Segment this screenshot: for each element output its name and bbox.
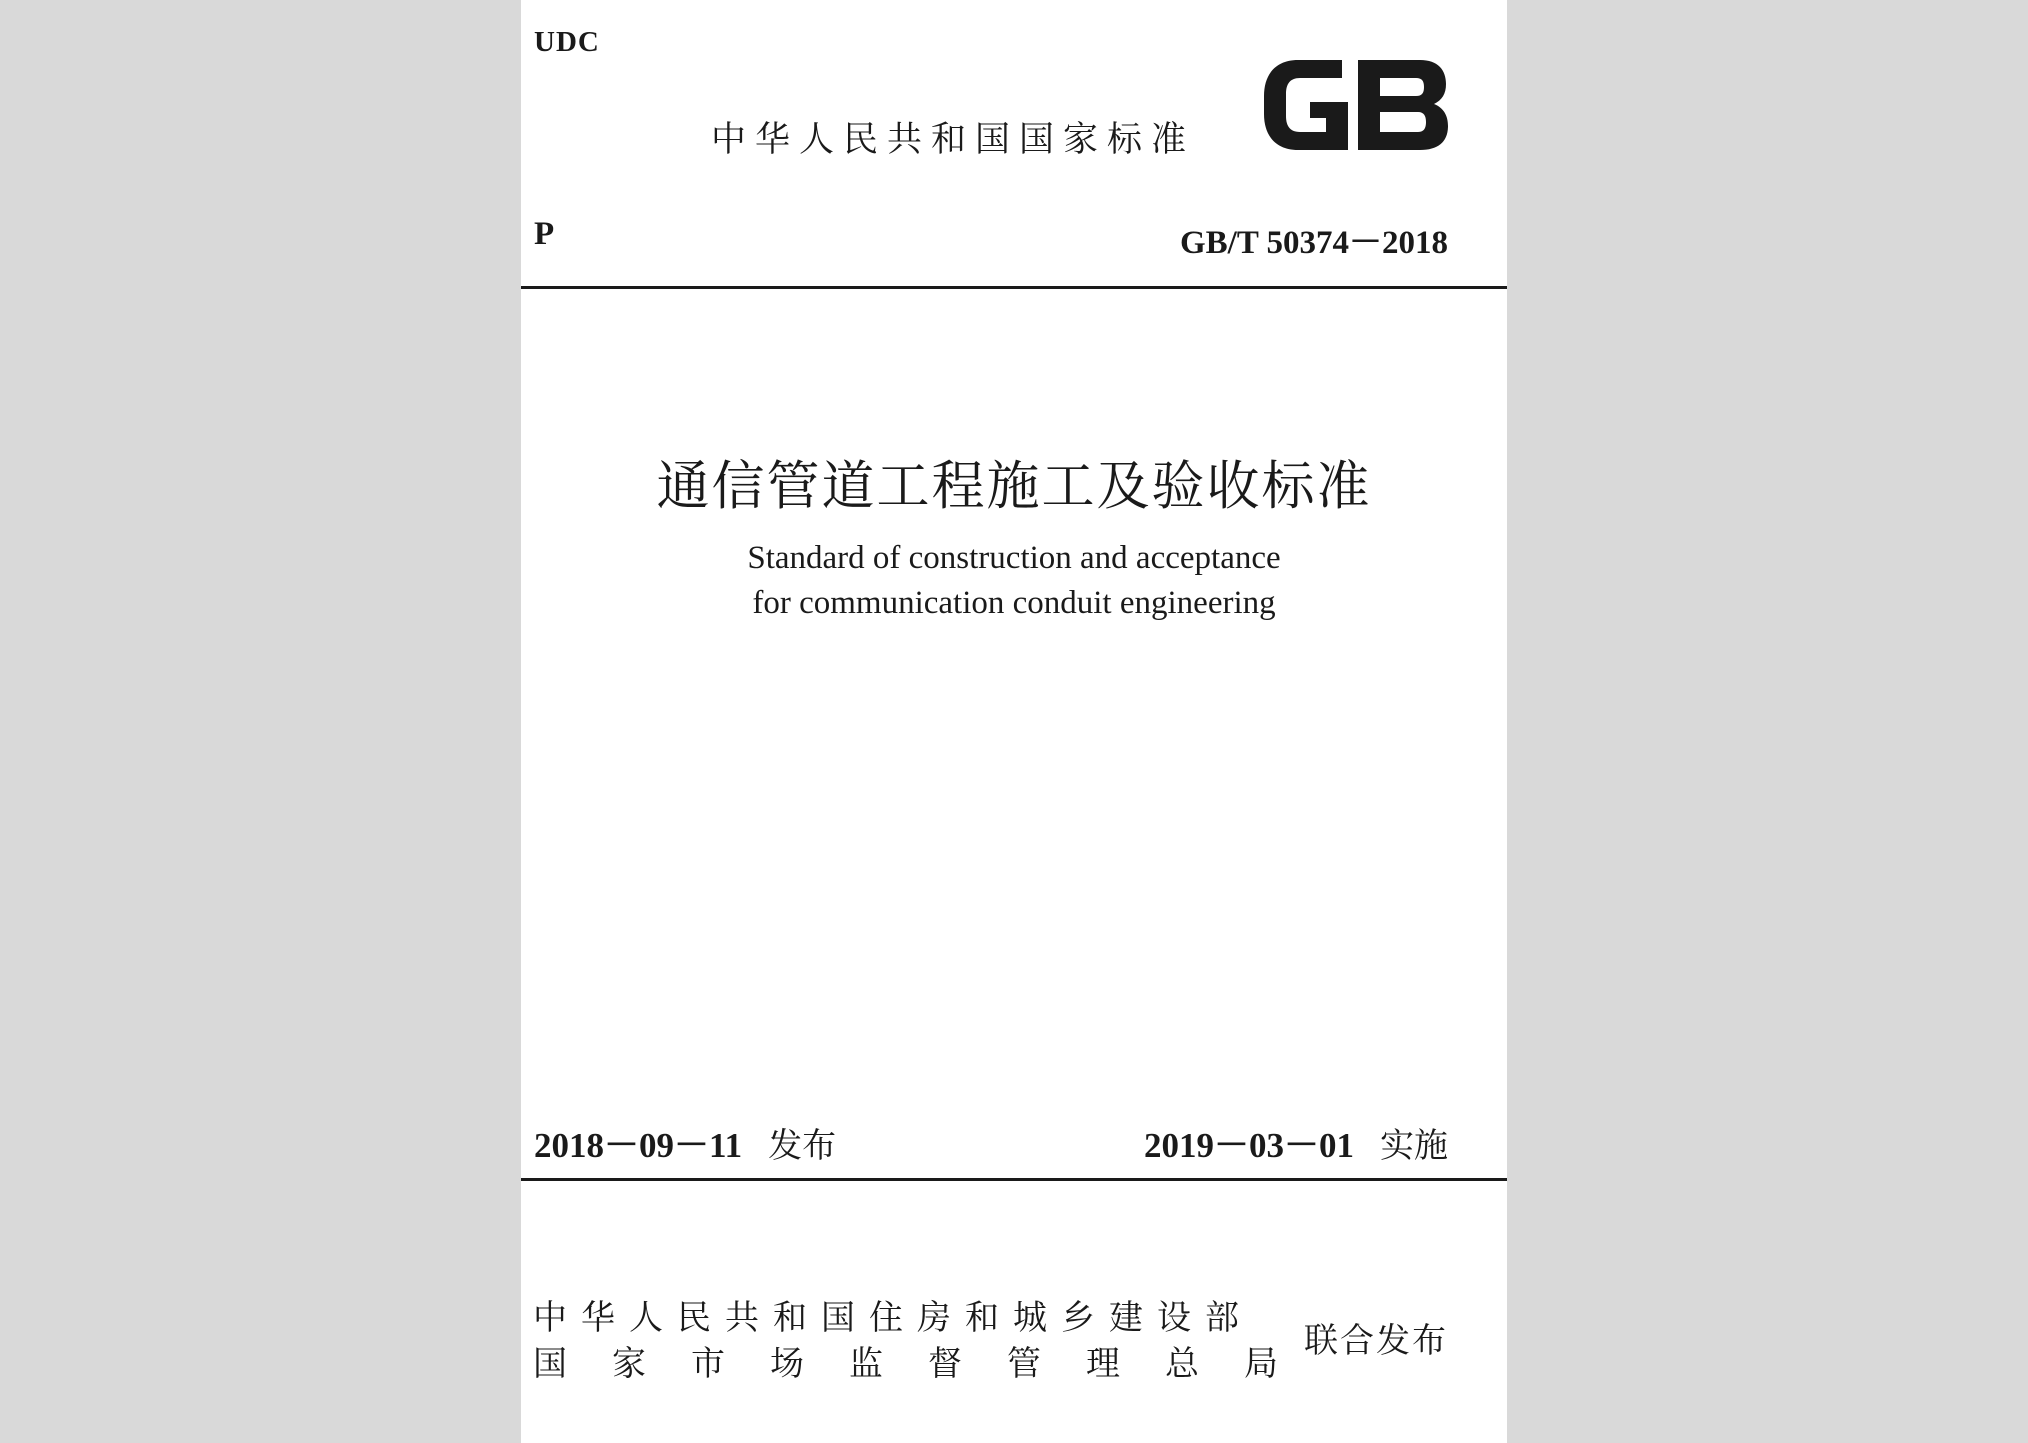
issue-label: 发布 bbox=[768, 1126, 837, 1166]
implementation-date-row bbox=[1144, 1118, 1448, 1168]
publisher-line2: 国家市场监督管理总局 bbox=[533, 1344, 1323, 1384]
joint-issue-label: 联合发布 bbox=[1304, 1321, 1448, 1361]
classification-code: P bbox=[534, 216, 555, 252]
gb-logo bbox=[1262, 56, 1449, 154]
top-divider bbox=[521, 286, 1507, 289]
bottom-divider bbox=[521, 1178, 1507, 1181]
issue-date-row bbox=[534, 1118, 836, 1168]
standard-number: GB/T 50374－2018 bbox=[1179, 225, 1448, 261]
implementation-date: 2019－03－01 bbox=[1143, 1126, 1354, 1165]
standard-title-chinese: 通信管道工程施工及验收标准 bbox=[656, 456, 1372, 517]
implementation-label: 实施 bbox=[1380, 1126, 1448, 1166]
udc-label: UDC bbox=[534, 26, 600, 58]
standard-title-english-line1: Standard of construction and acceptance bbox=[747, 540, 1281, 576]
national-standard-title: 中华人民共和国国家标准 bbox=[711, 120, 1196, 160]
standard-title-english-line2: for communication conduit engineering bbox=[752, 585, 1276, 621]
issue-date: 2018－09－11 bbox=[534, 1126, 743, 1165]
publisher-line1: 中华人民共和国住房和城乡建设部 bbox=[533, 1298, 1253, 1338]
standard-cover-page bbox=[521, 0, 1507, 1443]
